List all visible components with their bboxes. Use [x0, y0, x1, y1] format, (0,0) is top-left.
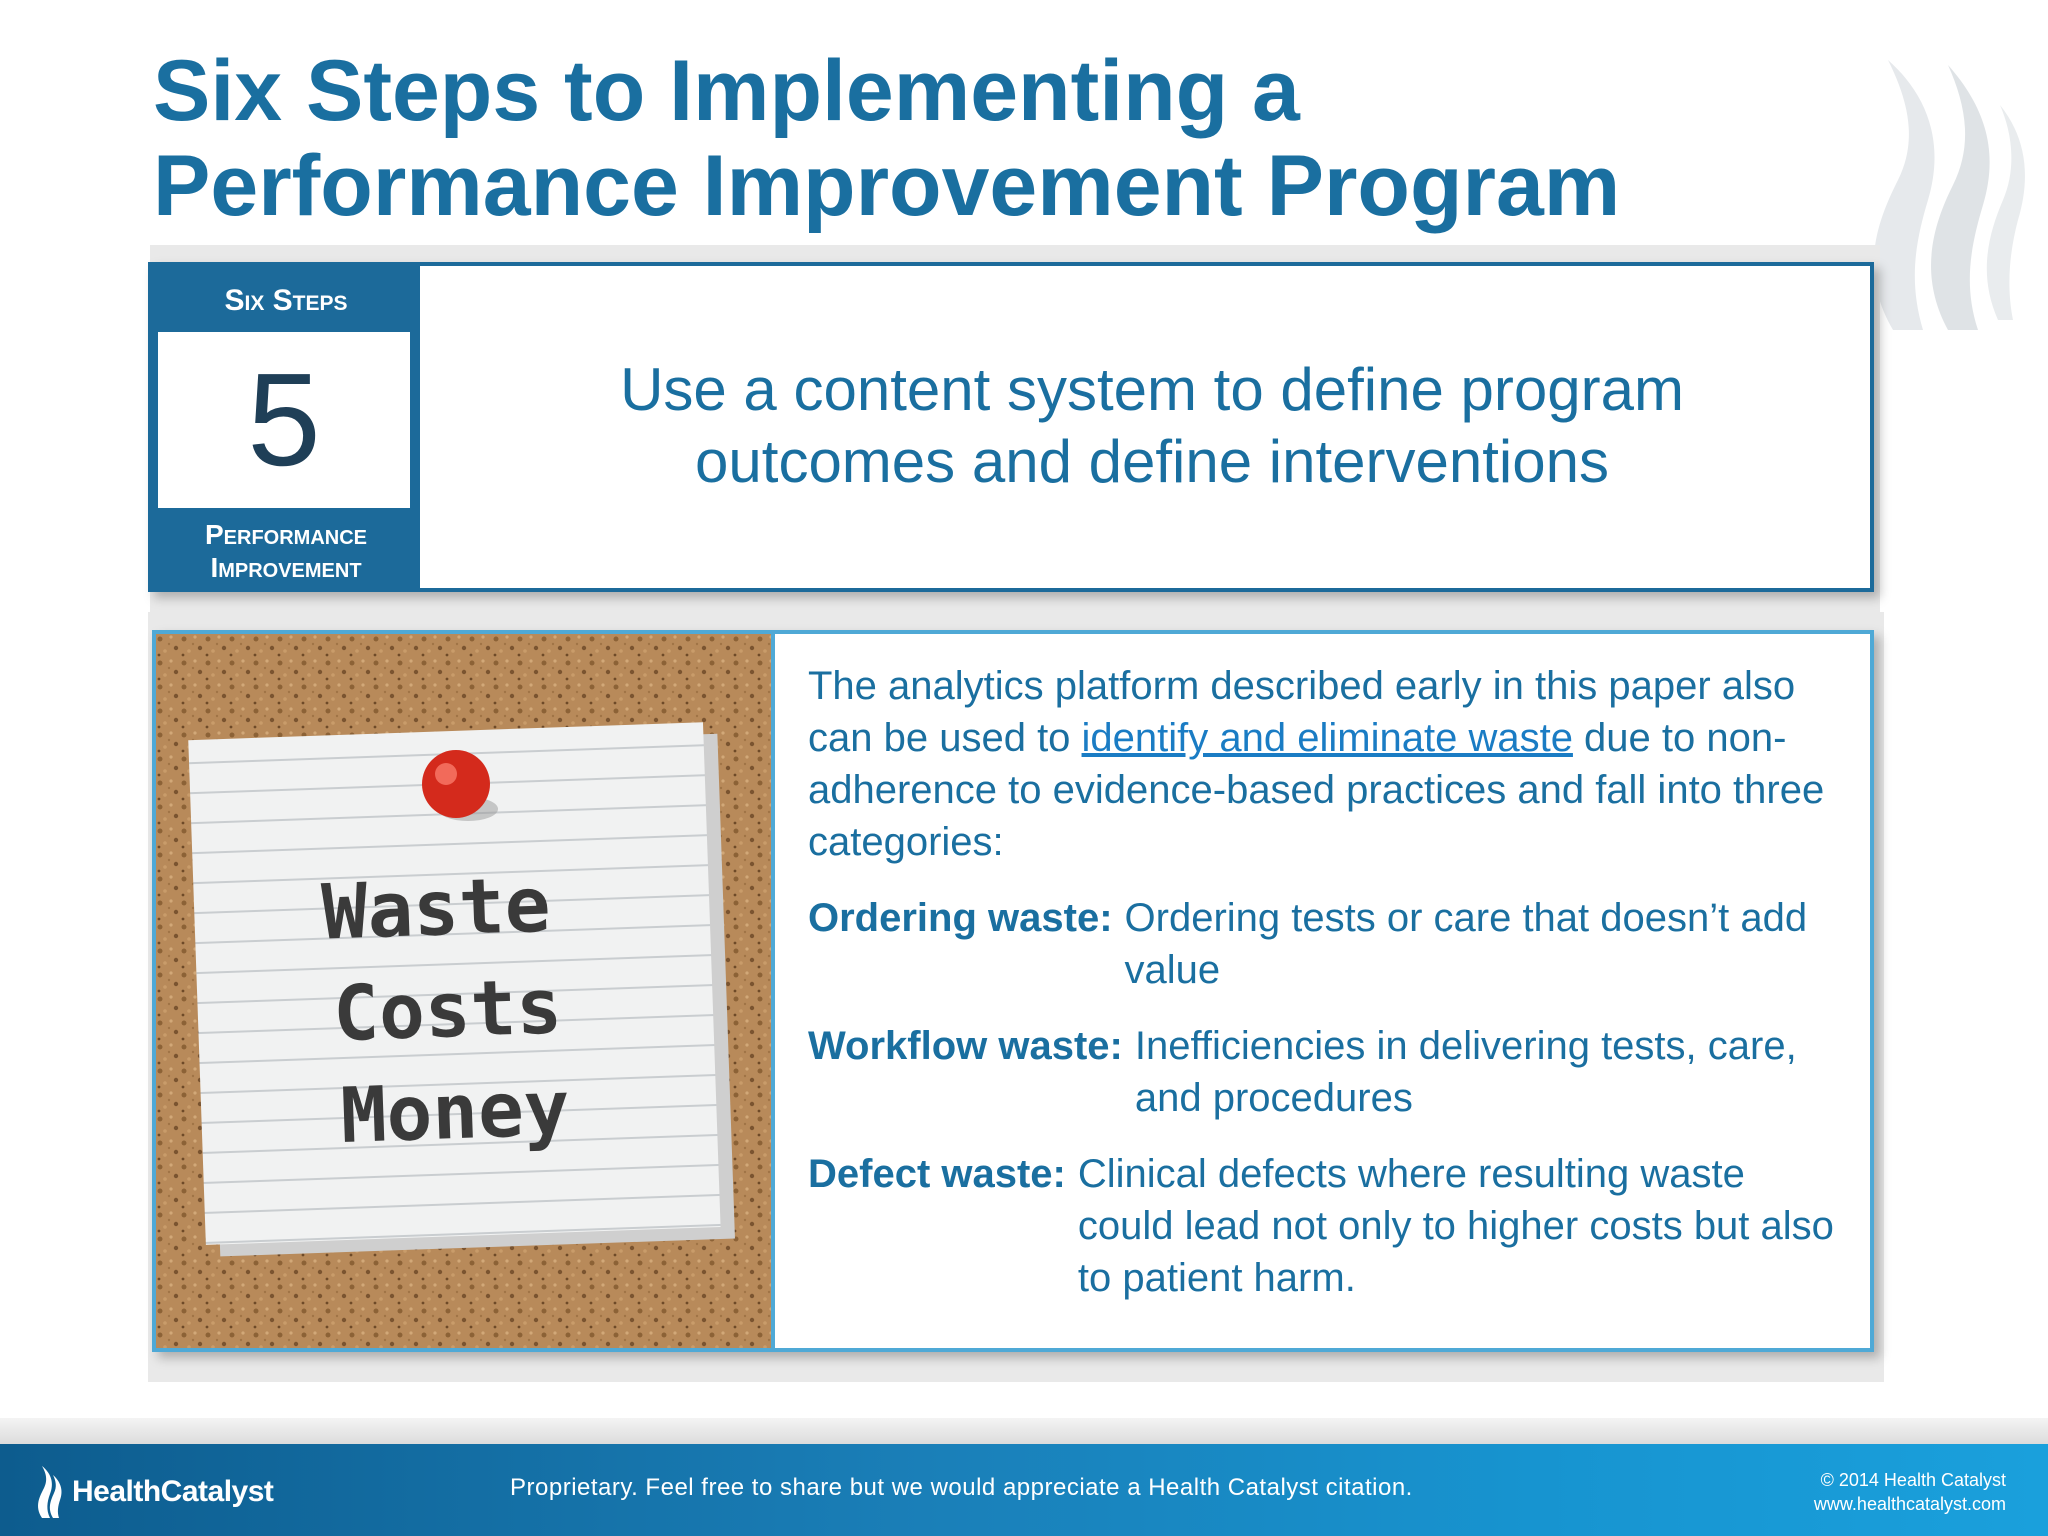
title-line-2: Performance Improvement Program	[153, 138, 1621, 234]
step-text-line-2: outcomes and define interventions	[695, 428, 1609, 495]
waste-item-defect	[808, 1148, 1848, 1304]
waste-label: Ordering waste:	[808, 896, 1113, 940]
waste-desc: Inefficiencies in delivering tests, care, and procedures	[1134, 1024, 1797, 1120]
badge-bottom-label	[152, 518, 420, 584]
step-text-line-1: Use a content system to define program	[620, 356, 1684, 423]
flame-logo-icon	[34, 1466, 64, 1518]
waste-desc: Ordering tests or care that doesn’t add value	[1124, 896, 1808, 992]
content-text	[808, 660, 1848, 1328]
intro-after: due to non-adherence to evidence-based practices and fall into three categories:	[808, 716, 1825, 864]
step-number: 5	[247, 346, 321, 493]
page-title	[153, 44, 1853, 234]
photo-divider	[771, 634, 775, 1348]
note-line-2: Costs	[331, 961, 564, 1059]
content-box	[152, 630, 1874, 1352]
step-number-box	[158, 332, 410, 508]
step-badge	[152, 266, 420, 588]
badge-bottom-line-2: Improvement	[210, 552, 362, 583]
logo-text: HealthCatalyst	[72, 1475, 274, 1508]
note-line-3: Money	[339, 1063, 571, 1161]
intro-before: The analytics platform described early in this paper also can be used to	[808, 664, 1796, 760]
footer-copyright: © 2014 Health Catalyst	[1820, 1470, 2006, 1490]
footer-separator	[0, 1418, 2048, 1444]
waste-label: Defect waste:	[808, 1152, 1066, 1196]
company-logo	[34, 1466, 273, 1518]
step-box	[148, 262, 1874, 592]
corkboard-image	[156, 634, 771, 1348]
waste-photo	[156, 634, 771, 1348]
badge-top-text: Six Steps	[224, 284, 348, 317]
title-line-1: Six Steps to Implementing a	[153, 43, 1300, 139]
waste-link[interactable]: identify and eliminate waste	[1081, 716, 1573, 760]
badge-top-label	[152, 284, 420, 318]
footer-copyright-block	[1814, 1468, 2006, 1516]
badge-bottom-line-1: Performance	[204, 519, 367, 550]
waste-desc: Clinical defects where resulting waste could lead not only to higher costs but also to patient harm.	[1077, 1152, 1834, 1300]
intro-paragraph	[808, 660, 1848, 868]
footer-website[interactable]: www.healthcatalyst.com	[1813, 1494, 2006, 1514]
note-line-1: Waste	[320, 859, 552, 957]
waste-item-ordering	[808, 892, 1848, 996]
step-description	[452, 354, 1852, 498]
waste-label: Workflow waste:	[808, 1024, 1123, 1068]
footer-citation: Proprietary. Feel free to share but we would appreciate a Health Catalyst citation.	[510, 1474, 1413, 1501]
waste-item-workflow	[808, 1020, 1848, 1124]
footer	[0, 1444, 2048, 1536]
